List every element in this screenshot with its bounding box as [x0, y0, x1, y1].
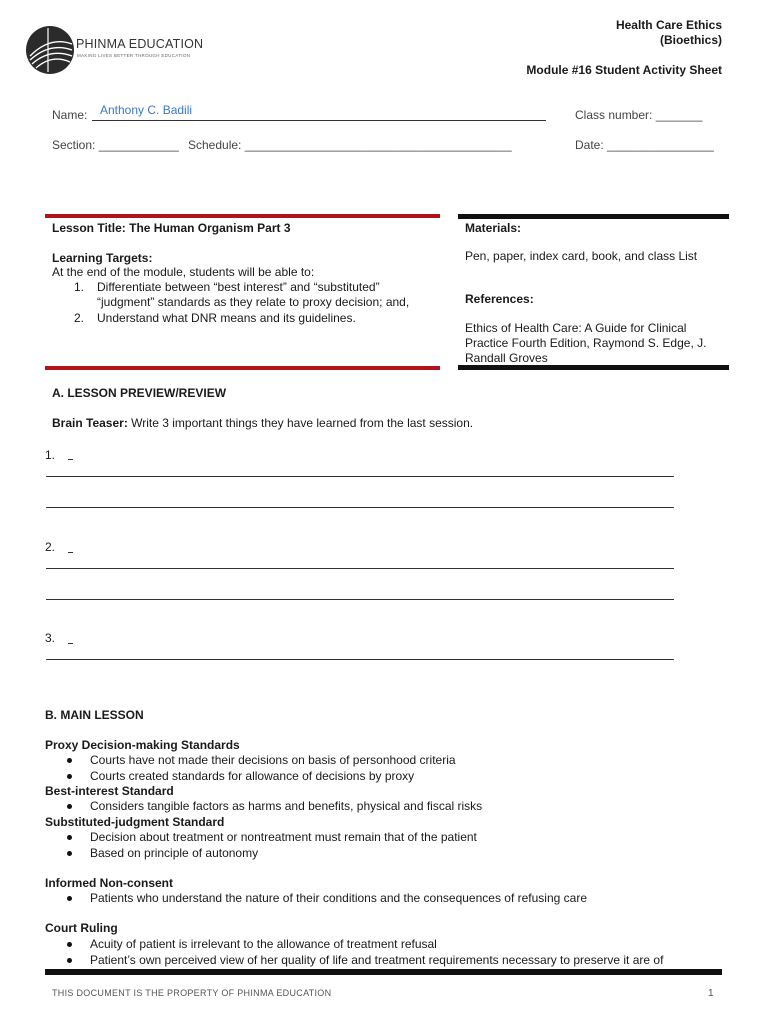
best-interest-heading: Best-interest Standard — [45, 784, 174, 798]
target-2-line1: Understand what DNR means and its guidelines. — [97, 311, 356, 325]
answer-1-mark — [68, 459, 73, 460]
course-subtitle: (Bioethics) — [659, 33, 722, 47]
org-tagline: MAKING LIVES BETTER THROUGH EDUCATION — [77, 53, 191, 58]
proxy-bullet-2: Courts created standards for allowance of decisions by proxy — [90, 769, 415, 783]
page-number: 1 — [708, 988, 714, 999]
schedule-field[interactable]: Schedule: ________________________________________ — [188, 138, 512, 152]
lesson-top-rule — [45, 214, 440, 218]
name-field[interactable] — [92, 103, 546, 121]
answer-3-mark — [68, 643, 73, 644]
class-number-field[interactable]: Class number: _______ — [575, 108, 703, 122]
best-interest-bullet-1: Considers tangible factors as harms and benefits, physical and fiscal risks — [90, 799, 483, 813]
proxy-heading: Proxy Decision-making Standards — [45, 738, 240, 752]
footer-rule — [45, 969, 722, 975]
substituted-bullet-2: Based on principle of autonomy — [90, 846, 259, 860]
informed-bullet-1: Patients who understand the nature of their conditions and the consequences of refusing care — [90, 891, 587, 905]
org-name: PHINMA EDUCATION — [76, 37, 204, 51]
target-1-num: 1. — [74, 280, 85, 294]
answer-2-line-2[interactable] — [46, 599, 674, 600]
answer-1-num: 1. — [45, 448, 56, 462]
answer-3-num: 3. — [45, 631, 56, 645]
court-bullet-2: Patient’s own perceived view of her quality of life and treatment requirements necessary to preserve it are of — [90, 953, 664, 967]
proxy-bullet-1: Courts have not made their decisions on basis of personhood criteria — [90, 753, 456, 767]
brain-teaser-label: Brain Teaser: — [52, 416, 128, 430]
name-value: Anthony C. Badili — [100, 103, 193, 117]
target-1-line2: “judgment” standards as they relate to proxy decision; and, — [97, 295, 410, 309]
answer-2-line-1[interactable] — [46, 568, 674, 569]
court-ruling-heading: Court Ruling — [45, 921, 118, 935]
target-1-line1: Differentiate between “best interest” and “substituted” — [97, 280, 380, 294]
references-heading: References: — [465, 292, 534, 306]
substituted-bullet-1: Decision about treatment or nontreatment must remain that of the patient — [90, 830, 477, 844]
materials-text: Pen, paper, index card, book, and class List — [465, 249, 698, 263]
informed-non-consent-heading: Informed Non-consent — [45, 876, 173, 890]
phinma-logo — [26, 22, 204, 78]
materials-bottom-rule — [458, 365, 729, 370]
materials-heading: Materials: — [465, 221, 522, 235]
section-b-heading: B. MAIN LESSON — [45, 708, 144, 722]
section-a-heading: A. LESSON PREVIEW/REVIEW — [52, 386, 227, 400]
section-field[interactable]: Section: ____________ — [52, 138, 179, 152]
answer-1-line-2[interactable] — [46, 507, 674, 508]
target-2-num: 2. — [74, 311, 85, 325]
brain-teaser-text: Write 3 important things they have learned from the last session. — [127, 416, 474, 430]
answer-2-mark — [68, 552, 73, 553]
name-label: Name: — [52, 108, 88, 122]
footer-property-text: THIS DOCUMENT IS THE PROPERTY OF PHINMA EDUCATION — [52, 988, 332, 998]
learning-targets-heading: Learning Targets: — [52, 251, 153, 265]
answer-1-line-1[interactable] — [46, 476, 674, 477]
court-bullet-1: Acuity of patient is irrelevant to the allowance of treatment refusal — [90, 937, 437, 951]
reference-line-2: Practice Fourth Edition, Raymond S. Edge, J. — [465, 336, 707, 350]
substituted-judgment-heading: Substituted-judgment Standard — [45, 815, 225, 829]
course-title: Health Care Ethics — [615, 18, 722, 32]
materials-top-rule — [458, 214, 729, 219]
sheet-title: Module #16 Student Activity Sheet — [526, 63, 722, 77]
answer-3-line-1[interactable] — [46, 659, 674, 660]
learning-targets-intro: At the end of the module, students will be able to: — [52, 265, 315, 279]
lesson-bottom-rule — [45, 366, 440, 370]
reference-line-1: Ethics of Health Care: A Guide for Clinical — [465, 321, 687, 335]
phinma-emblem-icon — [26, 22, 74, 78]
answer-2-num: 2. — [45, 540, 56, 554]
brain-teaser — [52, 416, 473, 430]
lesson-title: Lesson Title: The Human Organism Part 3 — [52, 221, 291, 235]
reference-line-3: Randall Groves — [465, 351, 548, 365]
date-field[interactable]: Date: ________________ — [575, 138, 714, 152]
